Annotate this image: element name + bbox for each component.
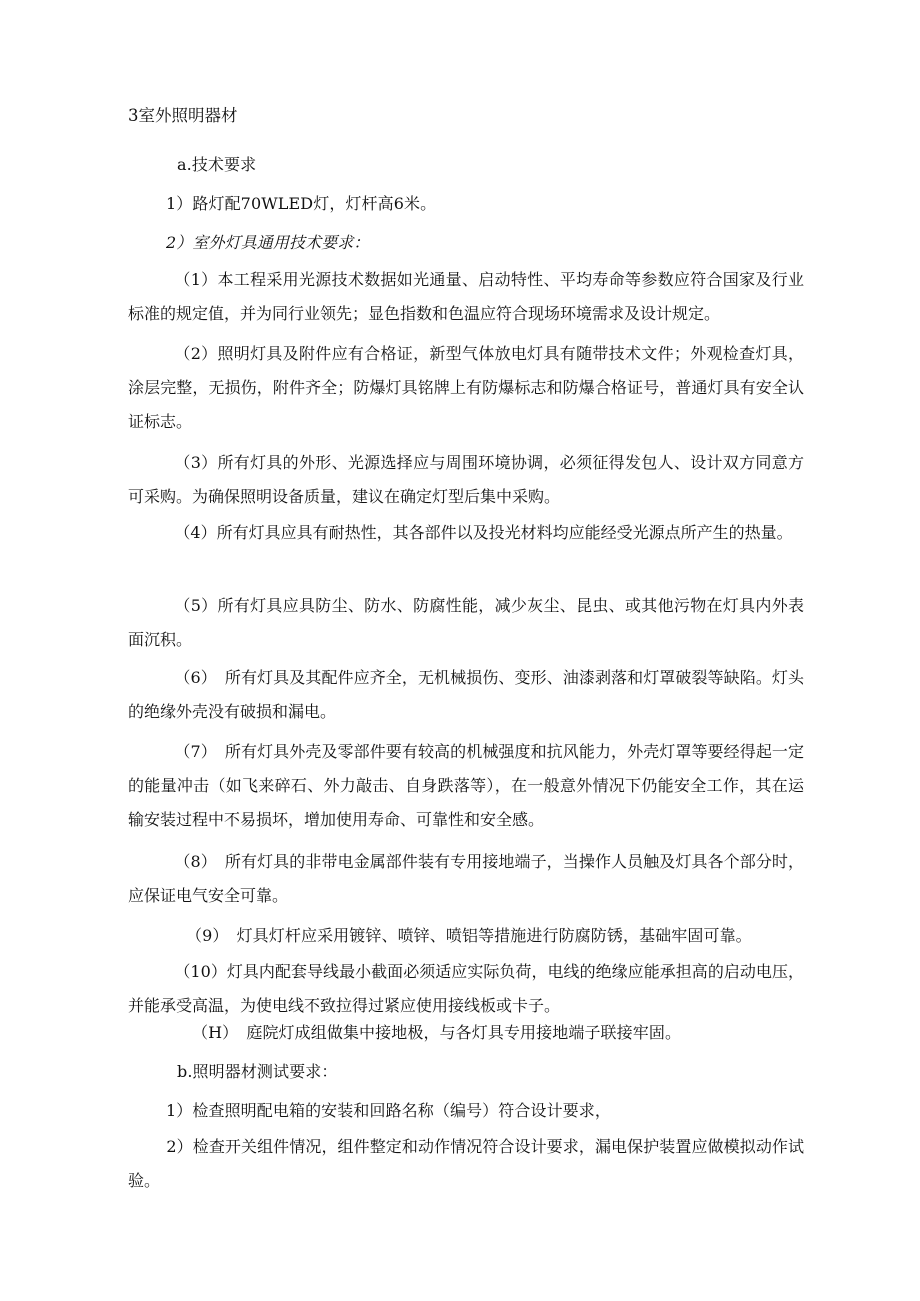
subsection-a-title: a.技术要求 [177, 155, 257, 174]
requirement-9: （9） 灯具灯杆应采用镀锌、喷锌、喷铝等措施进行防腐防锈，基础牢固可靠。 [186, 926, 752, 945]
requirement-5: （5）所有灯具应具防尘、防水、防腐性能，减少灰尘、昆虫、或其他污物在灯具内外表面沉积。 [128, 596, 804, 649]
requirement-7: （7） 所有灯具外壳及零部件要有较高的机械强度和抗风能力，外壳灯罩等要经得起一定的能量冲击（如飞来碎石、外力敲击、自身跌落等），在一般意外情况下仍能安全工作，其在运输安装过程中不易损坏，增加使用寿命、可靠性和安全感。 [128, 742, 804, 829]
test-item-2: 2）检查开关组件情况，组件整定和动作情况符合设计要求，漏电保护装置应做模拟动作试验。 [128, 1137, 804, 1190]
subsection-b-title: b.照明器材测试要求： [177, 1062, 338, 1081]
requirement-11: （H） 庭院灯成组做集中接地极，与各灯具专用接地端子联接牢固。 [192, 1023, 682, 1042]
requirement-1: （1）本工程采用光源技术数据如光通量、启动特性、平均寿命等参数应符合国家及行业标准的规定值，并为同行业领先；显色指数和色温应符合现场环境需求及设计规定。 [128, 270, 804, 323]
test-item-1: 1）检查照明配电箱的安装和回路名称（编号）符合设计要求， [166, 1101, 611, 1120]
requirement-10: （10）灯具内配套导线最小截面必须适应实际负荷，电线的绝缘应能承担高的启动电压，并能承受高温，为使电线不致拉得过紧应使用接线板或卡子。 [128, 962, 804, 1015]
requirement-4: （4）所有灯具应具有耐热性，其各部件以及投光材料均应能经受光源点所产生的热量。 [174, 523, 793, 542]
section-title: 3室外照明器材 [128, 106, 238, 125]
requirement-8: （8） 所有灯具的非带电金属部件装有专用接地端子，当操作人员触及灯具各个部分时，应保证电气安全可靠。 [128, 852, 804, 905]
requirement-3: （3）所有灯具的外形、光源选择应与周围环境协调，必须征得发包人、设计双方同意方可采购。为确保照明设备质量，建议在确定灯型后集中采购。 [128, 453, 804, 506]
requirement-2: （2）照明灯具及附件应有合格证，新型气体放电灯具有随带技术文件；外观检查灯具，涂层完整，无损伤，附件齐全；防爆灯具铭牌上有防爆标志和防爆合格证号，普通灯具有安全认证标志。 [128, 344, 804, 431]
item-1: 1）路灯配70WLED灯，灯杆高6米。 [166, 194, 437, 213]
requirement-6: （6） 所有灯具及其配件应齐全，无机械损伤、变形、油漆剥落和灯罩破裂等缺陷。灯头的绝缘外壳没有破损和漏电。 [128, 668, 804, 721]
item-2: 2）室外灯具通用技术要求： [166, 233, 370, 252]
